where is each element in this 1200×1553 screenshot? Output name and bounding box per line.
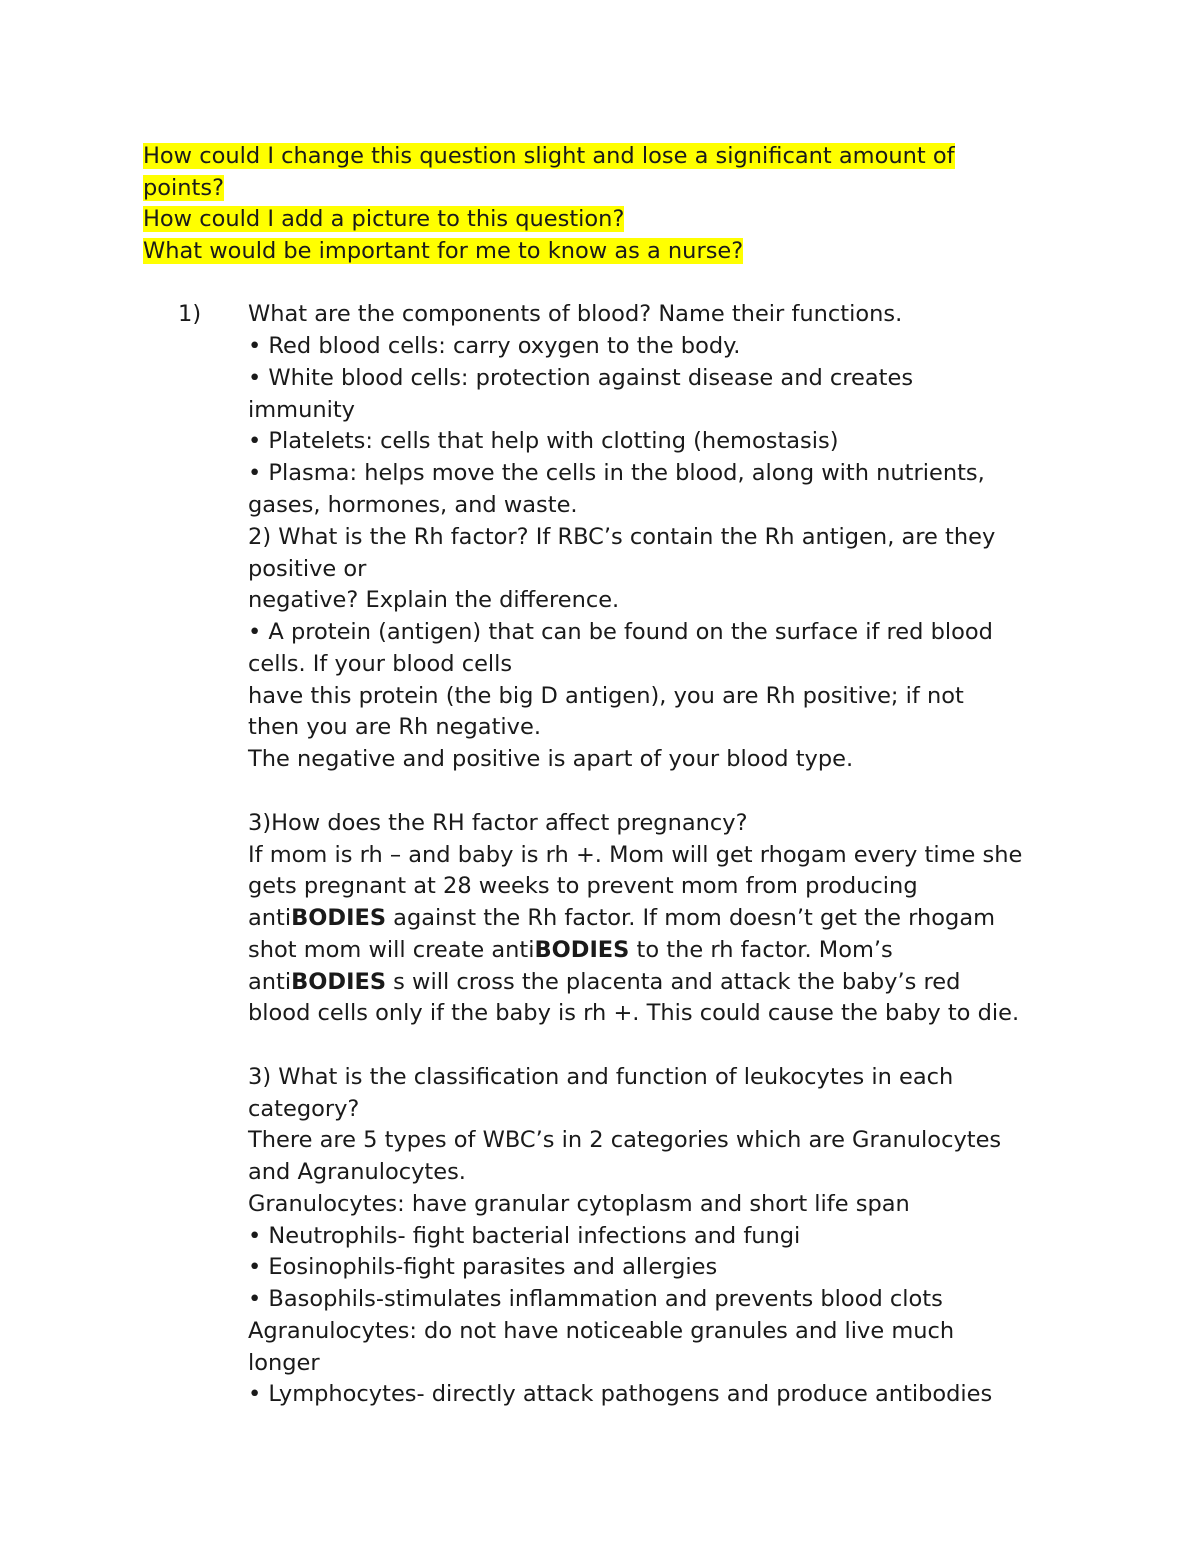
q3a-line: [248, 902, 995, 934]
q2-line: • A protein (antigen) that can be found on the surface if red blood: [248, 619, 993, 645]
q2-line: 2) What is the Rh factor? If RBC’s contain the Rh antigen, are they: [248, 524, 996, 550]
q3a-question: 3)How does the RH factor affect pregnancy?: [248, 810, 748, 836]
q3b-line: • Eosinophils-fight parasites and allergies: [248, 1254, 718, 1280]
highlighted-text: points?: [143, 175, 225, 201]
q3b-line: longer: [248, 1350, 320, 1376]
q3b-line: 3) What is the classification and function of leukocytes in each: [248, 1064, 954, 1090]
q2-line: positive or: [248, 556, 367, 582]
bold-bodies: BODIES: [534, 937, 630, 963]
text-segment: s will cross the placenta and attack the baby’s red: [386, 969, 961, 995]
q1-bullet: immunity: [248, 397, 355, 423]
q3b-line: There are 5 types of WBC’s in 2 categories which are Granulocytes: [248, 1127, 1002, 1153]
q3b-line: category?: [248, 1096, 360, 1122]
q2-line: then you are Rh negative.: [248, 714, 541, 740]
q3b-line: Granulocytes: have granular cytoplasm and short life span: [248, 1191, 910, 1217]
bold-bodies: BODIES: [291, 969, 387, 995]
q2-line: The negative and positive is apart of your blood type.: [248, 746, 854, 772]
highlight-line-3: [143, 203, 624, 235]
text-segment: anti: [248, 969, 292, 995]
question-1-text: What are the components of blood? Name their functions.: [248, 301, 903, 327]
text-segment: to the rh factor. Mom’s: [629, 937, 893, 963]
q1-bullet: • White blood cells: protection against disease and creates: [248, 365, 914, 391]
text-segment: anti: [248, 905, 292, 931]
q2-line: negative? Explain the difference.: [248, 587, 620, 613]
q1-bullet: • Platelets: cells that help with clotting (hemostasis): [248, 428, 839, 454]
q3b-line: Agranulocytes: do not have noticeable granules and live much: [248, 1318, 955, 1344]
q3b-line: • Lymphocytes- directly attack pathogens and produce antibodies: [248, 1381, 993, 1407]
q3b-line: • Neutrophils- fight bacterial infections and fungi: [248, 1223, 801, 1249]
q3a-line: gets pregnant at 28 weeks to prevent mom from producing: [248, 873, 918, 899]
q1-bullet: • Red blood cells: carry oxygen to the body.: [248, 333, 741, 359]
q2-line: cells. If your blood cells: [248, 651, 513, 677]
highlighted-text: How could I change this question slight and lose a significant amount of: [143, 143, 955, 169]
text-segment: shot mom will create anti: [248, 937, 535, 963]
q3a-line: If mom is rh – and baby is rh +. Mom will get rhogam every time she: [248, 842, 1023, 868]
highlighted-text: What would be important for me to know as a nurse?: [143, 238, 744, 264]
highlight-line-1: [143, 140, 955, 172]
text-segment: against the Rh factor. If mom doesn’t get the rhogam: [386, 905, 996, 931]
highlighted-text: How could I add a picture to this question?: [143, 206, 625, 232]
q1-bullet: gases, hormones, and waste.: [248, 492, 578, 518]
q3a-line: [248, 966, 960, 998]
q1-bullet: • Plasma: helps move the cells in the blood, along with nutrients,: [248, 460, 985, 486]
q3b-line: • Basophils-stimulates inflammation and prevents blood clots: [248, 1286, 943, 1312]
highlight-line-2: [143, 172, 224, 204]
bold-bodies: BODIES: [291, 905, 387, 931]
question-number: 1): [178, 301, 202, 327]
highlight-line-4: [143, 235, 743, 267]
q2-line: have this protein (the big D antigen), you are Rh positive; if not: [248, 683, 964, 709]
q3a-line: blood cells only if the baby is rh +. This could cause the baby to die.: [248, 1000, 1020, 1026]
q3a-line: [248, 934, 893, 966]
q3b-line: and Agranulocytes.: [248, 1159, 466, 1185]
